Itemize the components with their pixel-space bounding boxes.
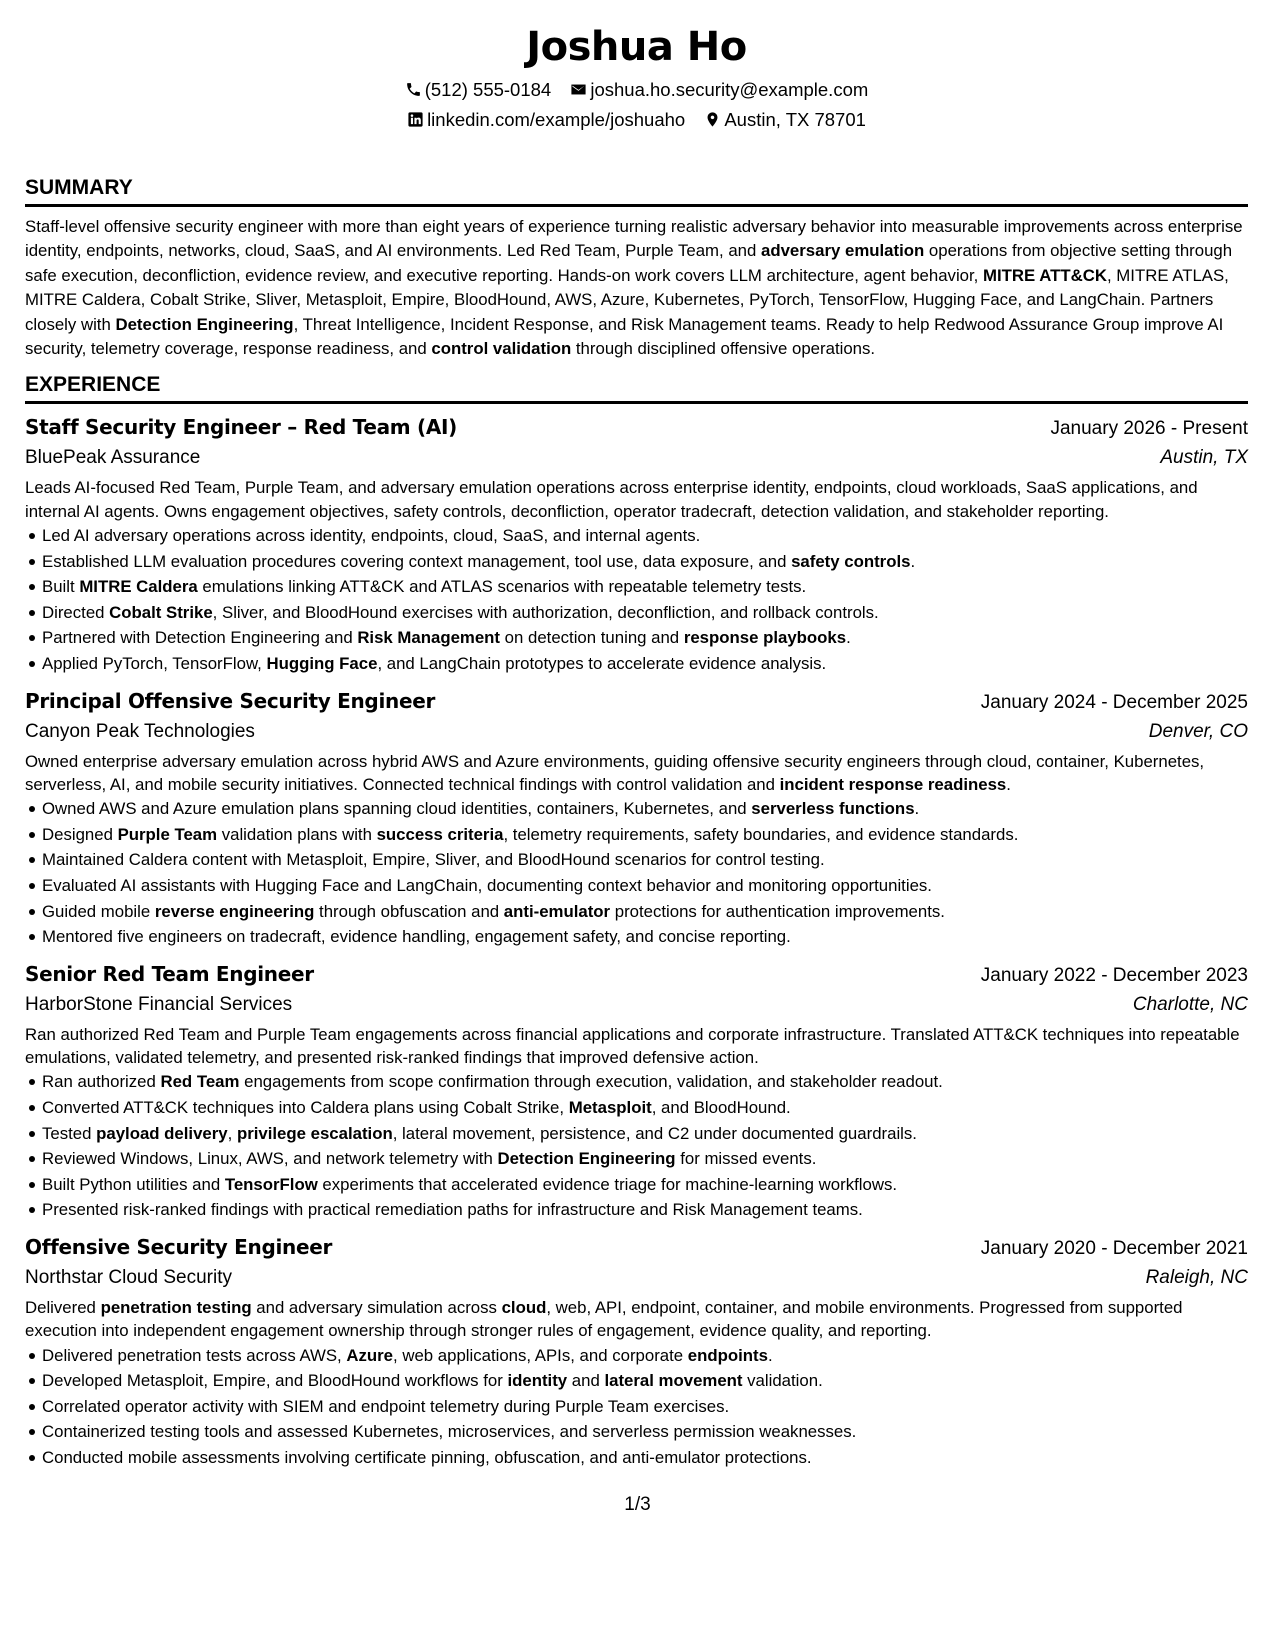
bold-phrase: lateral movement (604, 1371, 743, 1391)
job-title: Senior Red Team Engineer (25, 961, 314, 986)
job-description (25, 750, 1248, 797)
job-entry (25, 413, 1248, 676)
text-run: Ran authorized (42, 1072, 161, 1092)
summary-section (25, 175, 1248, 361)
text-run: Built (42, 577, 80, 597)
text-run: through obfuscation and (314, 901, 504, 921)
resume-page (25, 0, 1248, 1470)
bold-phrase: endpoints (687, 1345, 768, 1365)
contact-linkedin[interactable] (407, 108, 685, 132)
job-company: Northstar Cloud Security (25, 1266, 232, 1288)
job-description (25, 476, 1248, 523)
summary-text (25, 215, 1248, 361)
text-run: Guided mobile (42, 901, 155, 921)
job-company-row (25, 443, 1248, 473)
text-run: , and LangChain prototypes to accelerate evidence analysis. (377, 654, 827, 673)
bullet-item (42, 549, 1248, 575)
job-location: Denver, CO (1148, 720, 1248, 742)
bold-phrase: serverless functions (751, 799, 915, 819)
text-run: through disciplined offensive operations. (571, 339, 876, 359)
bold-phrase: Metasploit (568, 1097, 652, 1117)
bullet-item (42, 873, 1248, 899)
bullet-item (42, 1394, 1248, 1420)
text-run: validation. (742, 1371, 823, 1391)
job-company: BluePeak Assurance (25, 447, 201, 469)
text-run: Mentored five engineers on tradecraft, evidence handling, engagement safety, and concise reporting. (42, 927, 791, 947)
bold-phrase: payload delivery (96, 1123, 228, 1143)
job-title-row (25, 413, 1248, 443)
text-run: Leads AI-focused Red Team, Purple Team, and adversary emulation operations across enterprise identity, endpoints, cloud workloads, SaaS applications, and internal AI agents. Owns engagement objectives, safety controls, deconfliction, operator tradecraft, detection validation, and stakeholder reporting. (25, 478, 1198, 521)
bold-phrase: TensorFlow (224, 1174, 318, 1194)
job-bullets (25, 1343, 1248, 1471)
experience-section (25, 372, 1248, 1470)
bold-phrase: reverse engineering (154, 901, 315, 921)
text-run: , Threat Intelligence, Incident Response, and Risk Management teams. Ready to help Redwood Assurance Group improve AI security, telemetry coverage, response readiness, and (25, 314, 1224, 359)
bullet-item (42, 600, 1248, 626)
bold-phrase: Hugging Face (266, 654, 378, 673)
text-run: . (910, 551, 916, 571)
text-run: and adversary simulation across (251, 1297, 502, 1317)
bold-phrase: Cobalt Strike (109, 602, 213, 622)
bold-phrase: identity (507, 1371, 568, 1391)
job-title-row (25, 960, 1248, 990)
text-run: Correlated operator activity with SIEM and endpoint telemetry during Purple Team exercises. (42, 1396, 730, 1416)
job-description (25, 1296, 1248, 1343)
text-run: engagements from scope confirmation through execution, validation, and stakeholder readout. (239, 1072, 943, 1092)
text-run: . (767, 1345, 773, 1365)
text-run: on detection tuning and (500, 628, 684, 648)
job-bullets (25, 523, 1248, 677)
bold-phrase: Risk Management (357, 628, 500, 648)
job-company-row (25, 990, 1248, 1020)
text-run: Applied PyTorch, TensorFlow, (42, 654, 267, 673)
text-run: Delivered penetration tests across AWS, (42, 1345, 347, 1365)
bullet-item (42, 1172, 1248, 1198)
job-title-row (25, 1233, 1248, 1263)
contact-location (704, 108, 866, 132)
text-run: . (1006, 774, 1011, 794)
text-run: , telemetry requirements, safety boundaries, and evidence standards. (503, 824, 1019, 844)
bullet-item (42, 924, 1248, 950)
bold-phrase: MITRE ATT&CK (983, 265, 1107, 285)
job-dates: January 2026 - Present (1050, 418, 1248, 440)
text-run: Directed (42, 602, 110, 622)
text-run: Established LLM evaluation procedures covering context management, tool use, data exposure, and (42, 551, 792, 571)
bullet-item (42, 1197, 1248, 1223)
text-run: Tested (42, 1123, 97, 1143)
job-company: Canyon Peak Technologies (25, 720, 255, 742)
job-entry (25, 687, 1248, 950)
email-text: joshua.ho.security@example.com (590, 79, 869, 100)
text-run: . (846, 628, 851, 648)
bullet-item (42, 625, 1248, 651)
job-description (25, 1023, 1248, 1070)
text-run: operations from objective setting through safe execution, deconfliction, evidence review, and executive reporting. Hands-on work covers LLM architecture, agent behavior, (25, 241, 1233, 285)
text-run: Partnered with Detection Engineering and (42, 628, 358, 648)
text-run: Presented risk-ranked findings with practical remediation paths for infrastructure and Risk Management teams. (42, 1200, 863, 1220)
bullet-item (42, 1095, 1248, 1121)
text-run: emulations linking ATT&CK and ATLAS scenarios with repeatable telemetry tests. (197, 577, 807, 597)
page-number: 1/3 (624, 1494, 651, 1515)
bullet-item (42, 1069, 1248, 1095)
bullet-item (42, 1121, 1248, 1147)
text-run: Converted ATT&CK techniques into Caldera plans using Cobalt Strike, (42, 1097, 569, 1117)
bold-phrase: penetration testing (100, 1297, 252, 1317)
bold-phrase: Azure (346, 1345, 393, 1365)
bullet-item (42, 796, 1248, 822)
text-run: Delivered (25, 1297, 101, 1317)
text-run: , web applications, APIs, and corporate (393, 1345, 688, 1365)
map-pin-icon (704, 111, 721, 128)
text-run: Reviewed Windows, Linux, AWS, and network telemetry with (42, 1149, 498, 1169)
job-company-row (25, 1263, 1248, 1293)
contact-line-secondary (25, 108, 1248, 132)
bold-phrase: MITRE Caldera (79, 577, 198, 597)
text-run: Maintained Caldera content with Metasploit, Empire, Sliver, and BloodHound scenarios for control testing. (42, 850, 825, 870)
text-run: , lateral movement, persistence, and C2 under documented guardrails. (392, 1123, 917, 1143)
text-run: Conducted mobile assessments involving certificate pinning, obfuscation, and anti-emulator protections. (42, 1447, 812, 1467)
bold-phrase: Detection Engineering (115, 314, 294, 334)
job-list (25, 413, 1248, 1470)
text-run: for missed events. (675, 1149, 817, 1169)
bullet-item (42, 899, 1248, 925)
text-run: validation plans with (217, 824, 377, 844)
text-run: Containerized testing tools and assessed Kubernetes, microservices, and serverless permission weaknesses. (42, 1422, 857, 1442)
text-run: Built Python utilities and (42, 1174, 225, 1194)
text-run: protections for authentication improvements. (610, 901, 945, 921)
text-run: Staff-level offensive security engineer with more than eight years of experience turning realistic adversary behavior into measurable improvements across enterprise identity, endpoints, networks, cloud, SaaS, and AI environments. Led Red Team, Purple Team, and (25, 217, 1243, 261)
job-title: Offensive Security Engineer (25, 1234, 333, 1259)
job-title: Staff Security Engineer – Red Team (AI) (25, 415, 457, 440)
contact-email[interactable] (570, 78, 868, 102)
text-run: experiments that accelerated evidence triage for machine-learning workflows. (317, 1174, 898, 1194)
job-location: Austin, TX (1160, 447, 1248, 469)
bullet-item (42, 1343, 1248, 1369)
contact-phone (405, 78, 552, 102)
candidate-name: Joshua Ho (526, 24, 747, 70)
job-bullets (25, 1069, 1248, 1223)
bullet-item (42, 1419, 1248, 1445)
bold-phrase: control validation (431, 339, 572, 359)
bold-phrase: safety controls (791, 551, 911, 571)
job-bullets (25, 796, 1248, 950)
text-run: , and BloodHound. (651, 1097, 791, 1117)
linkedin-icon (407, 111, 424, 128)
text-run: Evaluated AI assistants with Hugging Face and LangChain, documenting context behavior and monitoring opportunities. (42, 875, 932, 895)
job-company-row (25, 717, 1248, 747)
bold-phrase: anti-emulator (503, 901, 611, 921)
bullet-item (42, 822, 1248, 848)
bold-phrase: response playbooks (683, 628, 847, 648)
text-run: Owned enterprise adversary emulation across hybrid AWS and Azure environments, guiding offensive security engineers through cloud, container, Kubernetes, serverless, AI, and mobile security initiatives. Connected technical findings with control validation and (25, 751, 1205, 794)
job-location: Charlotte, NC (1132, 993, 1248, 1015)
bullet-item (42, 651, 1248, 677)
job-title-row (25, 687, 1248, 717)
job-location: Raleigh, NC (1145, 1266, 1248, 1288)
text-run: Developed Metasploit, Empire, and BloodHound workflows for (42, 1371, 508, 1391)
text-run: , web, API, endpoint, container, and mobile environments. Progressed from supported execution into independent engagement ownership through stronger rules of engagement, evidence quality, and reporting. (25, 1297, 1183, 1341)
phone-icon (405, 81, 422, 98)
text-run: , Sliver, and BloodHound exercises with authorization, deconfliction, and rollback controls. (212, 602, 879, 622)
bold-phrase: privilege escalation (236, 1123, 393, 1143)
bold-phrase: incident response readiness (779, 774, 1007, 794)
job-title: Principal Offensive Security Engineer (25, 688, 436, 713)
text-run: , MITRE ATLAS, MITRE Caldera, Cobalt Strike, Sliver, Metasploit, Empire, BloodHound, AWS, Azure, Kubernetes, PyTorch, TensorFlow, Hugging Face, and LangChain. Partners closely with (25, 265, 1229, 334)
text-run: Owned AWS and Azure emulation plans spanning cloud identities, containers, Kubernetes, and (42, 799, 752, 819)
text-run: Led AI adversary operations across identity, endpoints, cloud, SaaS, and internal agents. (42, 526, 701, 546)
location-text: Austin, TX 78701 (724, 109, 866, 130)
bold-phrase: Purple Team (117, 824, 218, 844)
job-dates: January 2020 - December 2021 (980, 1237, 1248, 1259)
bullet-item (42, 847, 1248, 873)
bullet-item (42, 1445, 1248, 1471)
text-run: Ran authorized Red Team and Purple Team engagements across financial applications and corporate infrastructure. Translated ATT&CK techniques into repeatable emulations, validated telemetry, and presented risk-ranked findings that improved defensive action. (25, 1024, 1240, 1068)
job-entry (25, 1233, 1248, 1471)
linkedin-text: linkedin.com/example/joshuaho (427, 109, 686, 130)
summary-heading: SUMMARY (25, 175, 1248, 207)
text-run: and (567, 1371, 605, 1391)
text-run: Designed (42, 824, 118, 844)
bold-phrase: Red Team (160, 1072, 240, 1092)
bullet-item (42, 574, 1248, 600)
bold-phrase: success criteria (376, 824, 504, 844)
resume-header (25, 22, 1248, 132)
job-company: HarborStone Financial Services (25, 993, 293, 1015)
bullet-item (42, 523, 1248, 549)
bullet-item (42, 1146, 1248, 1172)
bold-phrase: adversary emulation (761, 241, 925, 261)
job-dates: January 2022 - December 2023 (980, 964, 1248, 986)
experience-heading: EXPERIENCE (25, 372, 1248, 404)
text-run: , (227, 1123, 237, 1143)
bullet-item (42, 1368, 1248, 1394)
envelope-icon (570, 81, 587, 98)
job-dates: January 2024 - December 2025 (980, 691, 1248, 713)
phone-text: (512) 555-0184 (424, 79, 552, 100)
text-run: . (914, 799, 920, 819)
bold-phrase: cloud (501, 1297, 547, 1317)
job-entry (25, 960, 1248, 1223)
bold-phrase: Detection Engineering (497, 1149, 676, 1169)
contact-line-primary (25, 78, 1248, 102)
